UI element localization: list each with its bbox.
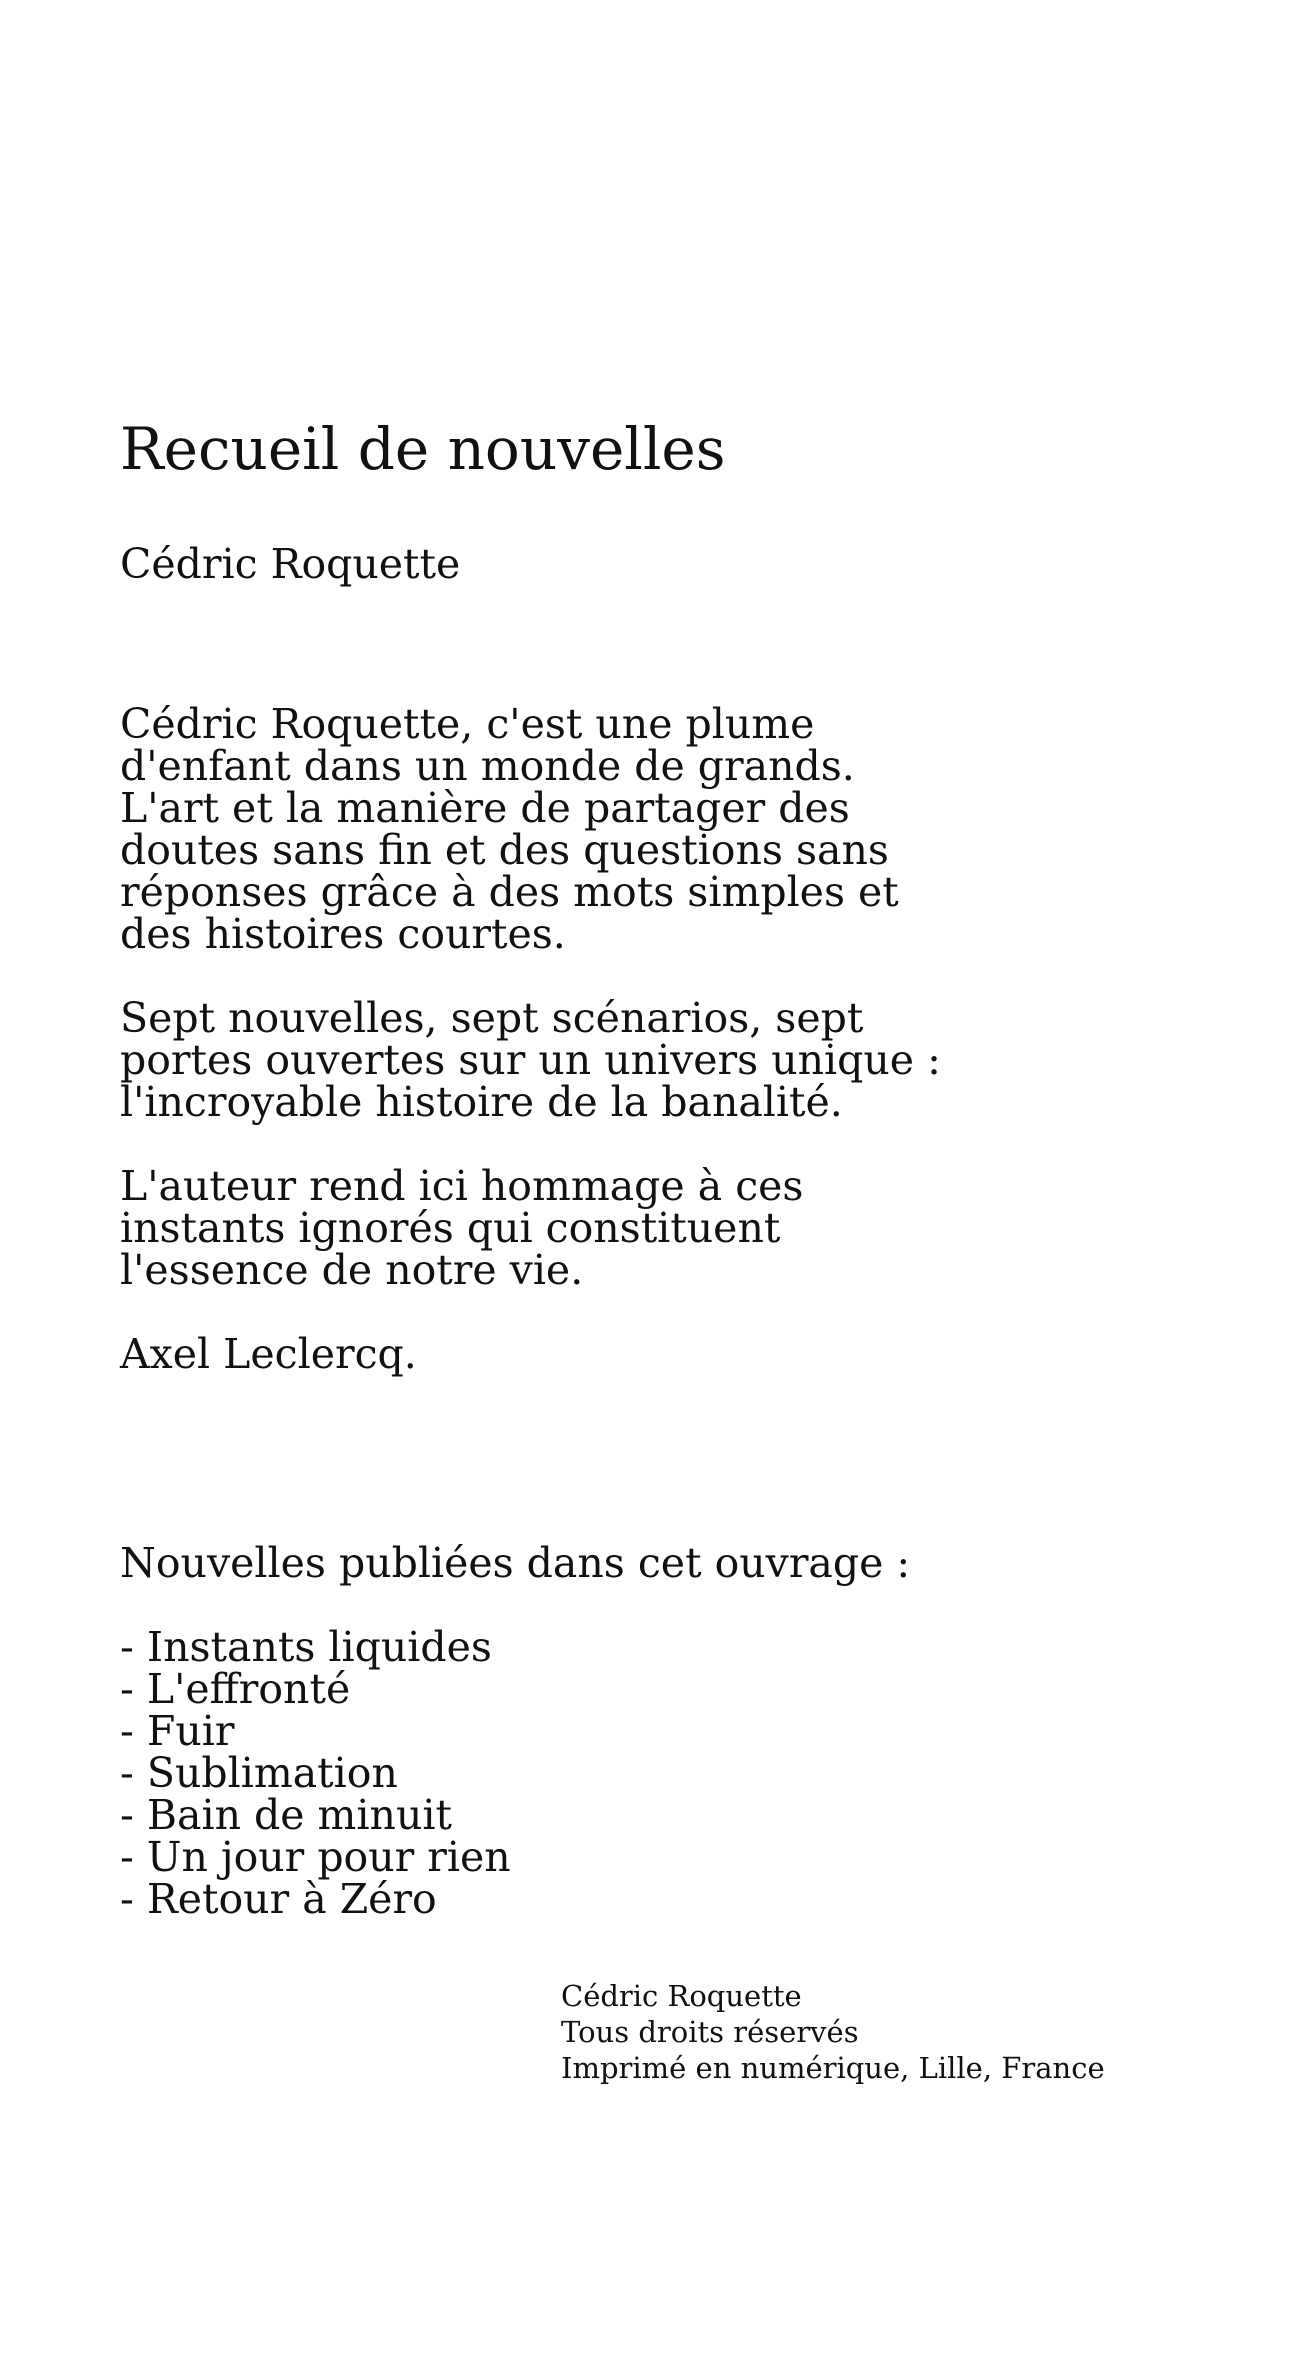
blurb-paragraph: L'auteur rend ici hommage à ces instants ignorés qui constituent l'essence de notre vie.	[120, 1162, 804, 1294]
list-item: - Sublimation	[120, 1749, 398, 1797]
author-name: Cédric Roquette	[120, 540, 461, 588]
list-item: - Instants liquides	[120, 1623, 492, 1671]
novellas-section	[120, 1539, 1120, 1923]
colophon	[561, 1978, 1105, 2086]
list-item: - Bain de minuit	[120, 1791, 452, 1839]
colophon-printing: Imprimé en numérique, Lille, France	[561, 2051, 1105, 2085]
novellas-list	[120, 1623, 1120, 1923]
novellas-heading: Nouvelles publiées dans cet ouvrage :	[120, 1539, 911, 1587]
list-item: - Retour à Zéro	[120, 1875, 437, 1923]
list-item: - Fuir	[120, 1707, 235, 1755]
colophon-author: Cédric Roquette	[561, 1979, 802, 2013]
list-item: - L'effronté	[120, 1665, 351, 1713]
document-title: Recueil de nouvelles	[120, 415, 726, 483]
back-cover-blurb	[120, 700, 1000, 1417]
list-item: - Un jour pour rien	[120, 1833, 511, 1881]
colophon-rights: Tous droits réservés	[561, 2015, 859, 2049]
blurb-paragraph: Sept nouvelles, sept scénarios, sept portes ouvertes sur un univers unique : l'incroyable histoire de la banalité.	[120, 994, 941, 1126]
blurb-signature: Axel Leclercq.	[120, 1330, 417, 1378]
blurb-paragraph: Cédric Roquette, c'est une plume d'enfant dans un monde de grands. L'art et la manière de partager des doutes sans fin et des questions sans réponses grâce à des mots simples et des histoires courtes.	[120, 700, 899, 958]
